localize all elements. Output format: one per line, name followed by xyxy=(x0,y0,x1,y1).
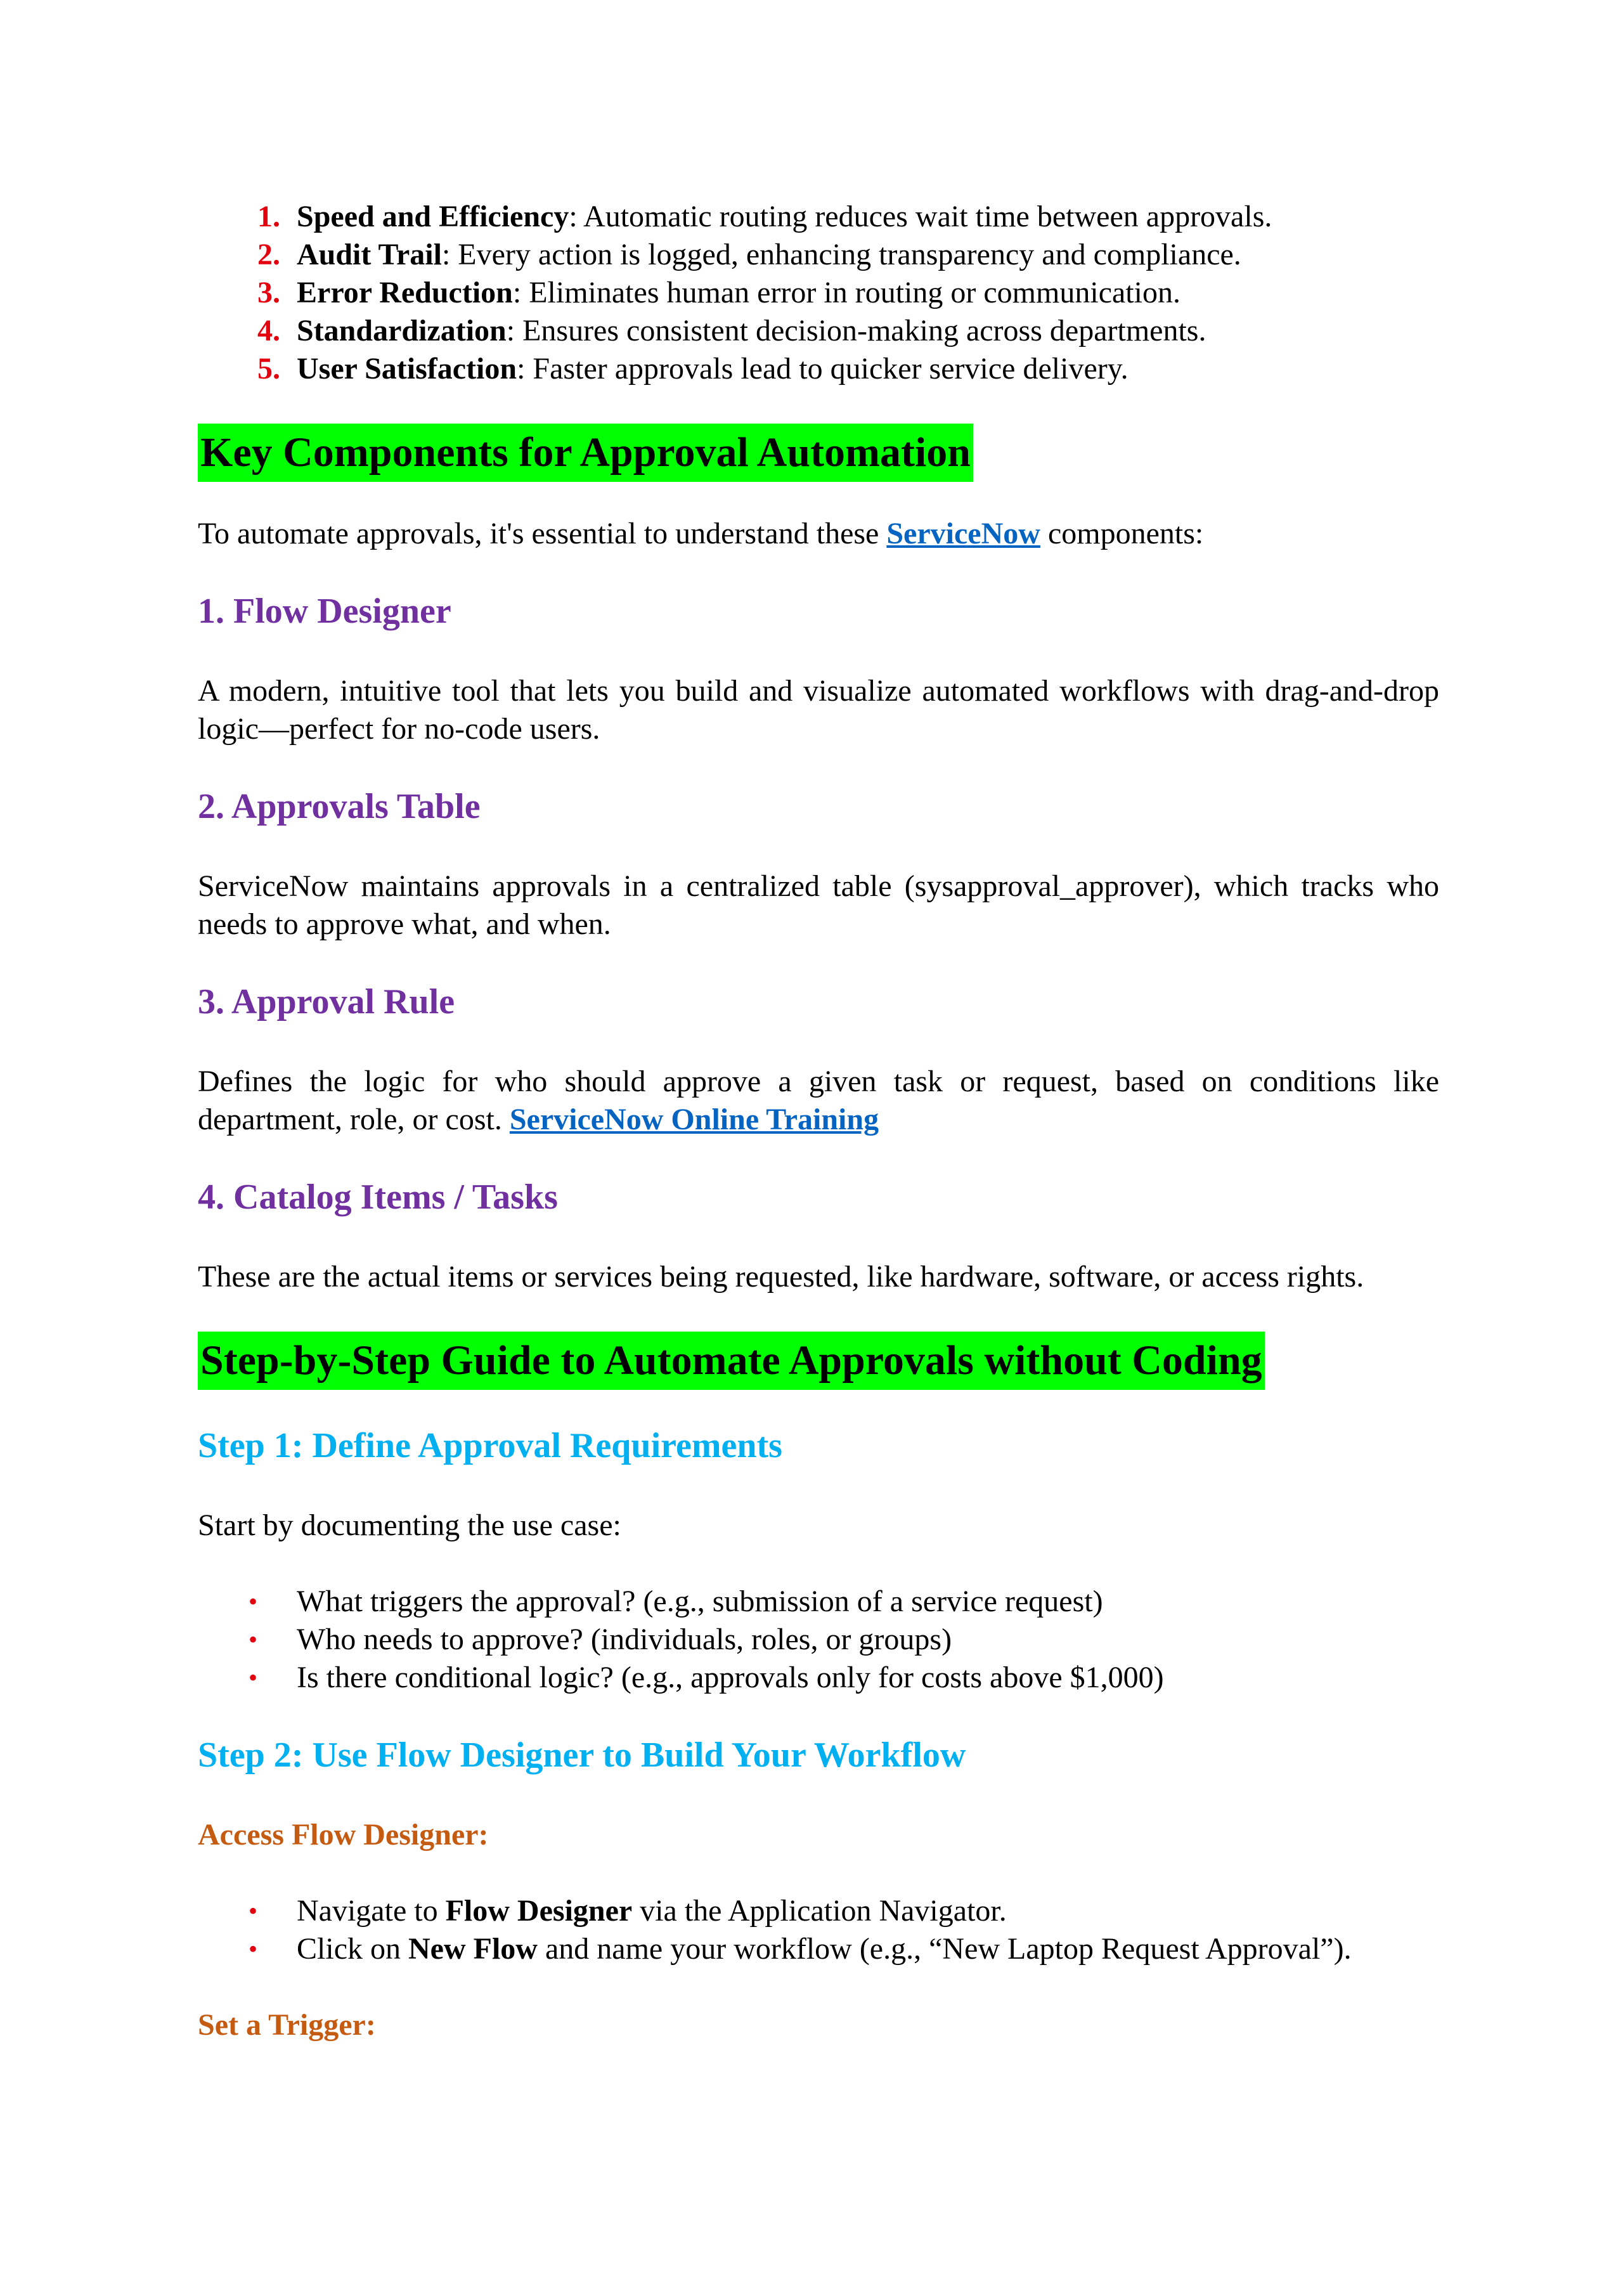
key-components-intro xyxy=(198,515,1203,553)
intro-text-end: components: xyxy=(1040,517,1204,550)
bullet-text: Who needs to approve? (individuals, roles, or groups) xyxy=(297,1623,952,1656)
step1-title: Step 1: Define Approval Requirements xyxy=(198,1426,782,1465)
list-term: Audit Trail xyxy=(297,238,442,271)
bullet-icon: • xyxy=(249,1625,258,1654)
list-item xyxy=(241,236,1272,274)
access-flow-designer-label: Access Flow Designer: xyxy=(198,1818,489,1852)
benefits-list xyxy=(241,198,1272,388)
list-text: : Faster approvals lead to quicker service delivery. xyxy=(517,352,1128,386)
key-components-heading-row xyxy=(198,424,973,482)
list-item xyxy=(241,1892,1352,1930)
list-item xyxy=(241,312,1272,350)
bullet-text: What triggers the approval? (e.g., submission of a service request) xyxy=(297,1585,1103,1618)
component-title-approval-rule: 3. Approval Rule xyxy=(198,982,455,1022)
list-text: : Every action is logged, enhancing transparency and compliance. xyxy=(441,238,1241,271)
list-text: : Eliminates human error in routing or communication. xyxy=(512,276,1180,309)
step2-bullet-list xyxy=(241,1892,1352,1968)
bullet-bold: New Flow xyxy=(408,1932,538,1966)
list-item xyxy=(241,274,1272,312)
intro-text: To automate approvals, it's essential to understand these xyxy=(198,517,887,550)
component-title-flow-designer: 1. Flow Designer xyxy=(198,592,451,631)
list-text: : Ensures consistent decision-making across departments. xyxy=(506,314,1206,347)
list-item xyxy=(241,198,1272,236)
key-components-heading: Key Components for Approval Automation xyxy=(198,424,973,482)
list-number: 2. xyxy=(257,238,280,271)
component-title-approvals-table: 2. Approvals Table xyxy=(198,787,481,826)
step2-title: Step 2: Use Flow Designer to Build Your Workflow xyxy=(198,1735,966,1775)
bullet-bold: Flow Designer xyxy=(445,1894,633,1928)
list-number: 1. xyxy=(257,200,280,233)
step1-intro: Start by documenting the use case: xyxy=(198,1508,621,1542)
servicenow-online-training-link[interactable]: ServiceNow Online Training xyxy=(509,1103,879,1136)
step1-bullet-list xyxy=(241,1583,1164,1697)
bullet-text-end: via the Application Navigator. xyxy=(632,1894,1007,1928)
bullet-text: Click on xyxy=(297,1932,408,1966)
component-body-flow-designer: A modern, intuitive tool that lets you build and visualize automated workflows with drag-and-drop logic—perfect for no-code users. xyxy=(198,674,1439,746)
set-trigger-label: Set a Trigger: xyxy=(198,2008,376,2042)
guide-heading: Step-by-Step Guide to Automate Approvals without Coding xyxy=(198,1332,1265,1390)
guide-heading-row xyxy=(198,1332,1265,1390)
list-item xyxy=(241,1930,1352,1968)
list-item xyxy=(241,350,1272,388)
list-item xyxy=(241,1621,1164,1659)
list-text: : Automatic routing reduces wait time between approvals. xyxy=(569,200,1272,233)
list-term: Standardization xyxy=(297,314,507,347)
bullet-icon: • xyxy=(249,1935,258,1963)
approval-rule-text: Defines the logic for who should approve a given task or request, based on conditions like department, role, or cost. xyxy=(198,1065,1439,1136)
list-term: Speed and Efficiency xyxy=(297,200,569,233)
list-item xyxy=(241,1583,1164,1621)
component-body-approval-rule xyxy=(198,1063,1439,1139)
servicenow-link[interactable]: ServiceNow xyxy=(886,517,1040,550)
component-body-approvals-table: ServiceNow maintains approvals in a centralized table (sysapproval_approver), which tracks who needs to approve what, and when. xyxy=(198,869,1439,941)
component-title-catalog-items: 4. Catalog Items / Tasks xyxy=(198,1177,558,1217)
list-number: 3. xyxy=(257,276,280,309)
list-term: Error Reduction xyxy=(297,276,513,309)
component-body-catalog-items: These are the actual items or services being requested, like hardware, software, or access rights. xyxy=(198,1260,1364,1294)
bullet-icon: • xyxy=(249,1587,258,1616)
bullet-icon: • xyxy=(249,1897,258,1925)
bullet-text: Navigate to xyxy=(297,1894,446,1928)
list-number: 4. xyxy=(257,314,280,347)
bullet-text-end: and name your workflow (e.g., “New Laptop Request Approval”). xyxy=(537,1932,1352,1966)
list-item xyxy=(241,1659,1164,1697)
list-term: User Satisfaction xyxy=(297,352,517,386)
bullet-icon: • xyxy=(249,1663,258,1692)
list-number: 5. xyxy=(257,352,280,386)
bullet-text: Is there conditional logic? (e.g., approvals only for costs above $1,000) xyxy=(297,1661,1164,1694)
